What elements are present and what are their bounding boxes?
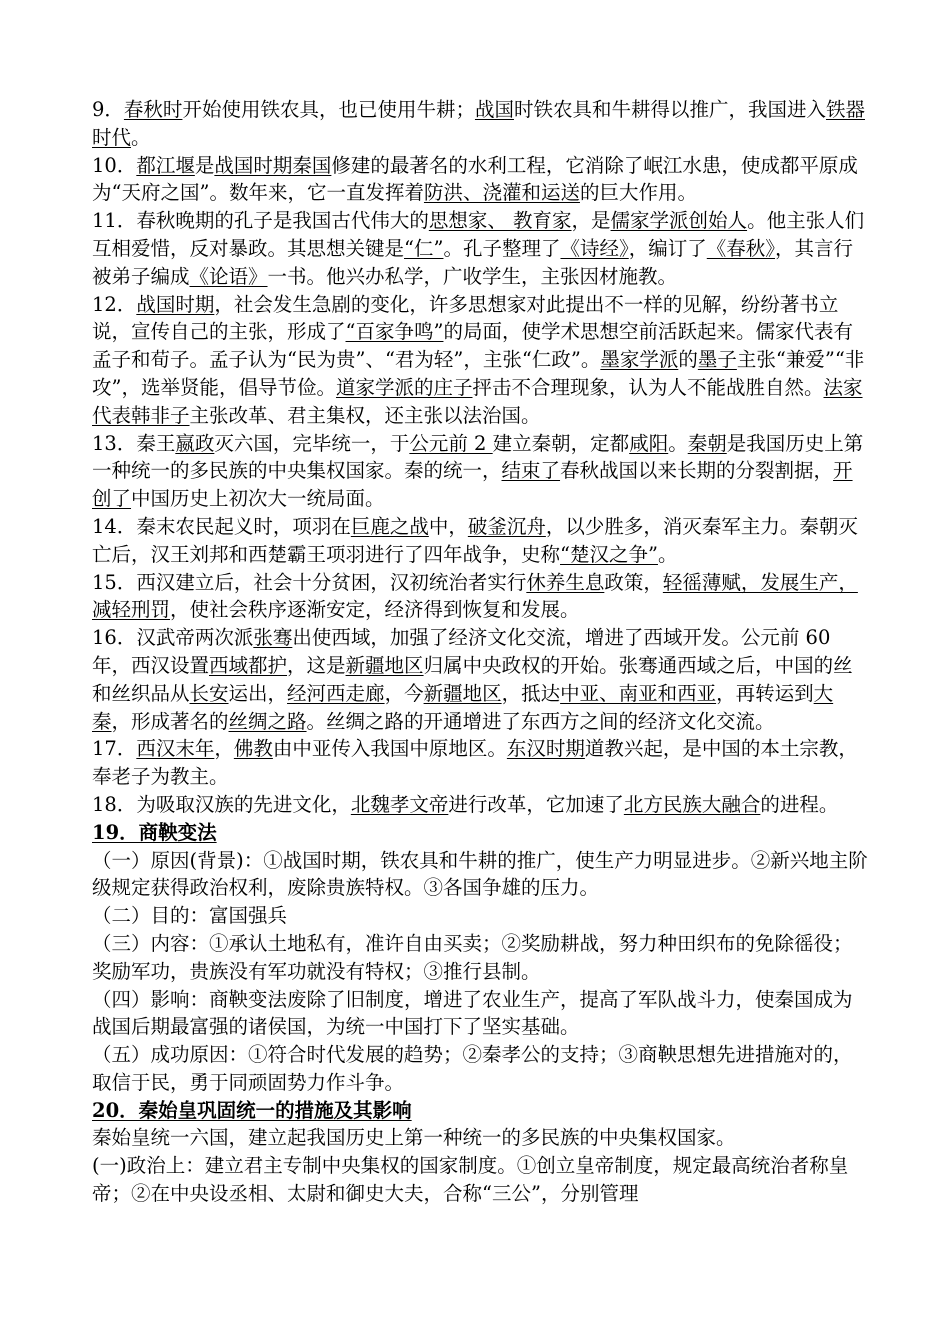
text-run: 。 — [657, 542, 678, 566]
text-run: 14．秦末农民起义时，项羽在 — [92, 514, 351, 538]
underlined-term: 北魏孝文帝 — [350, 792, 449, 816]
underlined-term: 佛教 — [233, 737, 273, 761]
paragraph — [92, 624, 870, 735]
text-run: 13．秦王 — [92, 431, 176, 455]
underlined-term: 张骞 — [253, 626, 293, 650]
text-run: 18．为吸取汉族的先进文化， — [92, 792, 351, 816]
underlined-term: 巨鹿之战 — [350, 514, 429, 538]
text-run: ，再转运到 — [716, 681, 814, 705]
text-run: 。孔子整理了 — [443, 236, 561, 260]
underlined-term: 战国时期 — [136, 292, 215, 316]
text-run: （五）成功原因：①符合时代发展的趋势；②秦孝公的支持；③商鞅思想先进措施对的，取信于民，勇于同顽固势力作斗争。 — [92, 1043, 853, 1094]
text-run: 10． — [92, 153, 137, 177]
text-run: 。 — [668, 431, 688, 455]
section-heading — [92, 819, 870, 847]
underlined-term: 中亚、南亚和西亚 — [560, 681, 717, 705]
text-run: ，是 — [571, 209, 611, 233]
text-run: ，其言行被弟子编成 — [92, 236, 854, 288]
paragraph — [92, 930, 870, 986]
paragraph — [92, 847, 870, 903]
text-run: 出使西域，加强了经济文化交流，增进了西域开发。公元前 60 年，西汉设置 — [92, 626, 831, 677]
text-run: 灭六国，完毕统一，于 — [214, 431, 410, 455]
text-run: 是我国历史上第一种统一的多民族的中央集权国家。秦的统一， — [92, 431, 864, 483]
underlined-term: 休养生息 — [526, 570, 605, 594]
underlined-term: 咸阳 — [629, 431, 669, 455]
text-run: 15．西汉建立后，社会十分贫困，汉初统治者实行 — [92, 570, 527, 594]
text-run: 。丝绸之路的开通增进了东西方之间的经济文化交流。 — [306, 709, 775, 733]
underlined-term: 嬴政 — [175, 431, 215, 455]
underlined-term: 战国 — [474, 98, 514, 121]
underlined-term: 春秋时 — [123, 98, 183, 121]
text-run: 开始使用铁农具，也已使用牛耕； — [182, 98, 475, 121]
text-run: ，以少胜多，消灭秦军主力。秦朝灭亡后，汉王刘邦和西楚霸王项羽进行了四年战争，史称 — [92, 514, 858, 566]
text-run: ，今 — [384, 681, 424, 705]
text-run: 12． — [92, 292, 137, 316]
text-run: 主张改革、君主集权，还主张以法治国。 — [189, 403, 541, 427]
underlined-term: “仁” — [404, 236, 444, 260]
text-run: 。他主张人们互相爱惜，反对暴政。其思想关键是 — [92, 209, 865, 260]
underlined-term: 铁器时代 — [92, 98, 865, 149]
text-run: 归属中央政权的开始。张骞通西域之后，中国的丝和丝织品从 — [92, 653, 853, 705]
paragraph — [92, 291, 870, 430]
underlined-term: 墨家学派 — [600, 348, 679, 372]
underlined-term: 新疆地区 — [423, 681, 502, 705]
underlined-term: 19．商鞅变法 — [92, 820, 217, 844]
paragraph — [92, 152, 870, 208]
underlined-term: 战国时期秦国 — [214, 153, 332, 177]
underlined-term: 防洪、浇灌和运送 — [423, 181, 580, 205]
text-run: 的 — [678, 348, 698, 372]
underlined-term: 公元前 2 — [409, 431, 493, 455]
text-run: 中国历史上初次大一统局面。 — [131, 487, 385, 511]
underlined-term: “楚汉之争” — [560, 542, 658, 566]
underlined-term: 破釜沉舟 — [467, 514, 546, 538]
underlined-term: 20．秦始皇巩固统一的措施及其影响 — [92, 1098, 412, 1122]
underlined-term: 《论语》 — [189, 264, 268, 288]
text-run: 16．汉武帝两次派 — [92, 626, 254, 650]
text-run: ，编订了 — [628, 236, 707, 260]
underlined-term: 新疆地区 — [345, 653, 424, 677]
text-run: 抨击不合理现象，认为人不能战胜自然。 — [472, 375, 824, 399]
text-run: (一)政治上：建立君主专制中央集权的国家制度。①创立皇帝制度，规定最高统治者称皇帝；②在中央设丞相、太尉和御史大夫，合称“三公”，分别管理 — [92, 1154, 849, 1206]
text-run: ，使社会秩序逐渐安定，经济得到恢复和发展。 — [170, 598, 580, 622]
text-run: 运出， — [228, 681, 288, 705]
text-run: 道教兴起，是中国的本土宗教，奉老子为教主。 — [92, 737, 858, 789]
text-run: 政策， — [604, 570, 663, 594]
text-run: 。 — [131, 125, 151, 149]
underlined-term: 长安 — [189, 681, 229, 705]
text-run: 的局面，使学术思想空前活跃起来。儒家代表有孟子和荀子。孟子认为“民为贵”、“君为轻”，主张“仁政”。 — [92, 320, 853, 372]
text-run: 修建的最著名的水利工程，它消除了岷江水患，使成都平原成为“天府之国”。数年来，它一直发挥着 — [92, 153, 858, 205]
underlined-term: 北方民族大融合 — [623, 792, 761, 816]
text-run: （四）影响：商鞅变法废除了旧制度，增进了农业生产，提高了军队战斗力，使秦国成为战国后期最富强的诸侯国，为统一中国打下了坚实基础。 — [92, 987, 853, 1039]
text-run: 是 — [194, 153, 215, 177]
paragraph — [92, 207, 870, 290]
text-run: ，社会发生急剧的变化，许多思想家对此提出不一样的见解，纷纷著书立说，宣传自己的主张，形成了 — [92, 292, 839, 344]
text-run: （一）原因(背景)：①战国时期，铁农具和牛耕的推广，使生产力明显进步。②新兴地主阶级规定获得政治权利，废除贵族特权。③各国争雄的压力。 — [92, 848, 868, 900]
section-heading — [92, 1097, 870, 1125]
underlined-term: 西汉末年 — [136, 737, 215, 761]
underlined-term: 轻徭薄赋，发展生产，减轻刑罚 — [92, 570, 858, 622]
paragraph — [92, 430, 870, 513]
text-run: 由中亚传入我国中原地区。 — [272, 737, 507, 761]
paragraph — [92, 1124, 870, 1152]
text-run: 建立秦朝，定都 — [492, 431, 630, 455]
underlined-term: 《诗经》 — [560, 236, 629, 260]
underlined-term: 道家学派的庄子 — [335, 375, 473, 399]
text-run: 春秋战国以来长期的分裂割据， — [560, 459, 834, 483]
paragraph — [92, 96, 870, 152]
underlined-term: 秦朝 — [687, 431, 727, 455]
paragraph — [92, 902, 870, 930]
underlined-term: 法家代表韩非子 — [92, 375, 863, 427]
underlined-term: 经河西走廊 — [287, 681, 385, 705]
underlined-term: 儒家学派创始人 — [610, 209, 748, 233]
underlined-term: 墨子 — [697, 348, 737, 372]
text-run: 的进程。 — [760, 792, 839, 816]
paragraph — [92, 791, 870, 819]
paragraph — [92, 569, 870, 625]
underlined-term: 西域都护 — [209, 653, 288, 677]
document-page — [92, 96, 870, 1208]
paragraph — [92, 986, 870, 1042]
underlined-term: 思想家、 教育家 — [428, 209, 572, 233]
text-run: 进行改革，它加速了 — [448, 792, 624, 816]
text-run: 的巨大作用。 — [579, 181, 697, 205]
underlined-term: 大秦 — [92, 681, 834, 733]
text-run: （三）内容：①承认土地私有，准许自由买卖；②奖励耕战，努力种田织布的免除徭役；奖励军功，贵族没有军功就没有特权；③推行县制。 — [92, 931, 853, 983]
text-run: 一书。他兴办私学，广收学生，主张因材施教。 — [267, 264, 678, 288]
underlined-term: 结束了 — [501, 459, 561, 483]
text-run: ， — [214, 737, 234, 761]
underlined-term: “百家争鸣” — [345, 320, 444, 344]
text-run: 11．春秋晚期的孔子是我国古代伟大的 — [92, 209, 429, 233]
paragraph — [92, 1152, 870, 1208]
text-run: 秦始皇统一六国，建立起我国历史上第一种统一的多民族的中央集权国家。 — [92, 1126, 736, 1150]
text-run: 时铁农具和牛耕得以推广，我国进入 — [513, 98, 826, 121]
paragraph — [92, 735, 870, 791]
text-run: 17． — [92, 737, 137, 761]
paragraph — [92, 1041, 870, 1097]
text-run: ，形成著名的 — [111, 709, 229, 733]
text-run: 中， — [428, 514, 468, 538]
underlined-term: 《春秋》 — [706, 236, 776, 260]
underlined-term: 开创了 — [92, 459, 853, 511]
underlined-term: 东汉时期 — [506, 737, 585, 761]
text-run: （二）目的：富国强兵 — [92, 904, 288, 928]
paragraph — [92, 513, 870, 569]
text-run: 主张“兼爱”“非攻”，选举贤能，倡导节俭。 — [92, 348, 865, 399]
underlined-term: 都江堰 — [136, 153, 195, 177]
text-run: ，抵达 — [501, 681, 561, 705]
underlined-term: 丝绸之路 — [228, 709, 307, 733]
text-run: 9． — [92, 98, 124, 121]
text-run: ，这是 — [287, 653, 346, 677]
